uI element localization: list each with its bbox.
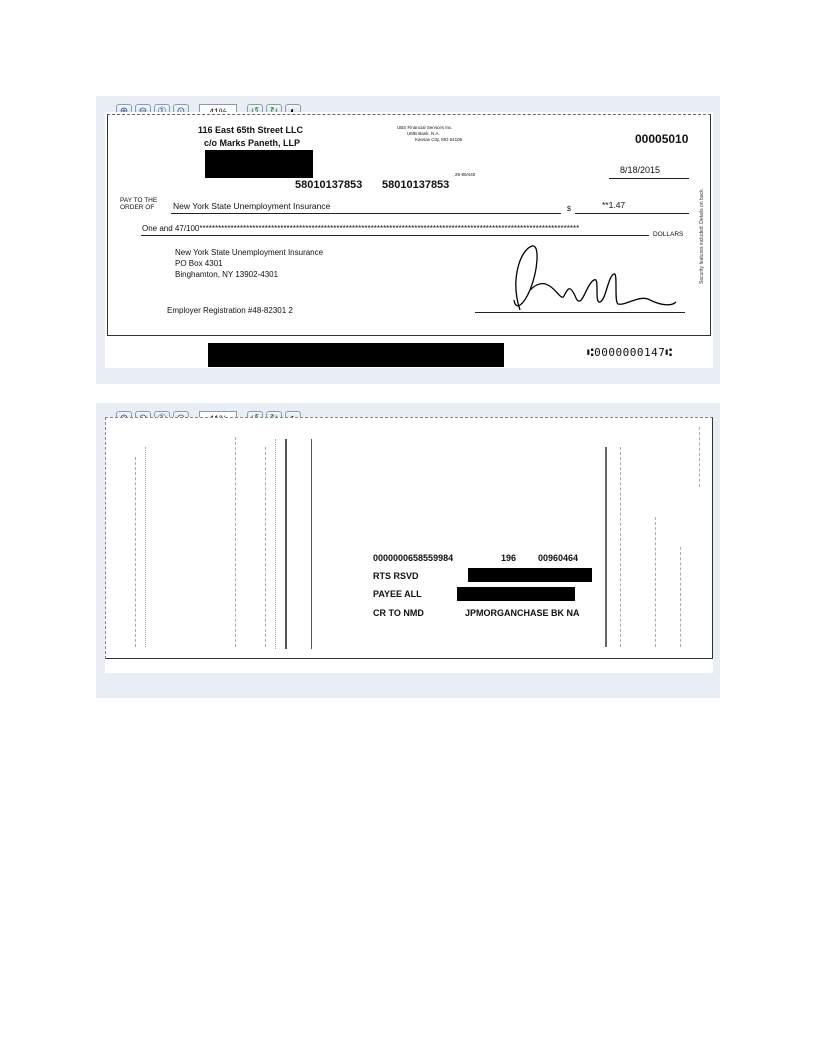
bank-line-1: UBS Financial Services Inc. xyxy=(397,125,453,130)
cr-to-bank: JPMORGANCHASE BK NA xyxy=(465,608,580,618)
amount-in-words: One and 47/100************************************************************************************************************************** xyxy=(142,224,580,233)
payer-name: 116 East 65th Street LLC xyxy=(198,125,304,135)
payee-all-label: PAYEE ALL xyxy=(373,589,422,599)
redacted-address xyxy=(205,150,313,178)
faint-endorsement-stamp xyxy=(265,447,266,647)
check-back-panel xyxy=(96,403,720,698)
check-date: 8/18/2015 xyxy=(620,165,661,175)
faint-endorsement-stamp xyxy=(680,547,681,647)
payee-line xyxy=(171,213,561,214)
routing-fraction: 25-80/440 xyxy=(455,172,476,177)
endorsement-stamp-border xyxy=(285,439,287,649)
bank-line-3: Kansas City, MO 64106 xyxy=(415,137,463,142)
micr-amount: ⑆0000000147⑆ xyxy=(587,346,673,359)
address-line-2: PO Box 4301 xyxy=(175,259,223,268)
account-number-1: 58010137853 xyxy=(295,179,363,191)
endorsement-divider xyxy=(311,439,312,649)
faint-endorsement-stamp xyxy=(605,447,607,647)
faint-endorsement-stamp xyxy=(655,517,656,647)
memo: Employer Registration #48-82301 2 xyxy=(167,306,293,315)
endorsement-num: 00960464 xyxy=(538,553,579,563)
faint-endorsement-stamp xyxy=(235,437,236,647)
date-line xyxy=(609,178,689,179)
faint-endorsement-stamp xyxy=(275,439,276,649)
redacted-payee-value xyxy=(457,587,575,601)
signature xyxy=(490,240,680,320)
endorsement-code: 196 xyxy=(501,553,517,563)
redacted-micr-line xyxy=(208,343,504,367)
check-back-outline xyxy=(105,417,713,659)
payee-name: New York State Unemployment Insurance xyxy=(173,201,331,211)
bank-line-2: UMB Bank, N.A. xyxy=(407,131,440,136)
check-number: 00005010 xyxy=(635,132,689,146)
payer-co: c/o Marks Paneth, LLP xyxy=(204,138,301,148)
account-number-2: 58010137853 xyxy=(382,179,450,191)
faint-endorsement-stamp xyxy=(620,447,621,647)
faint-endorsement-stamp xyxy=(135,457,136,647)
check-amount: **1.47 xyxy=(602,200,626,210)
address-line-3: Binghamton, NY 13902-4301 xyxy=(175,270,279,279)
address-line-1: New York State Unemployment Insurance xyxy=(175,248,324,257)
faint-endorsement-stamp xyxy=(699,427,700,487)
amount-line xyxy=(575,213,689,214)
pay-to-label-2: ORDER OF xyxy=(120,204,155,211)
dollar-sign: $ xyxy=(567,206,571,213)
rts-label: RTS RSVD xyxy=(373,571,419,581)
dollars-label: DOLLARS xyxy=(653,231,684,238)
security-note: Security features included. Details on back. xyxy=(699,188,705,284)
redacted-rts-value xyxy=(468,568,592,582)
check-back-image xyxy=(105,417,713,673)
check-front-image xyxy=(105,112,713,368)
cr-to-label: CR TO NMD xyxy=(373,608,424,618)
faint-endorsement-stamp xyxy=(145,447,146,647)
amount-words-line xyxy=(141,235,649,236)
pay-to-label-1: PAY TO THE xyxy=(120,197,158,204)
endorsement-ref: 0000000658559984 xyxy=(373,553,454,563)
check-front-panel xyxy=(96,96,720,384)
